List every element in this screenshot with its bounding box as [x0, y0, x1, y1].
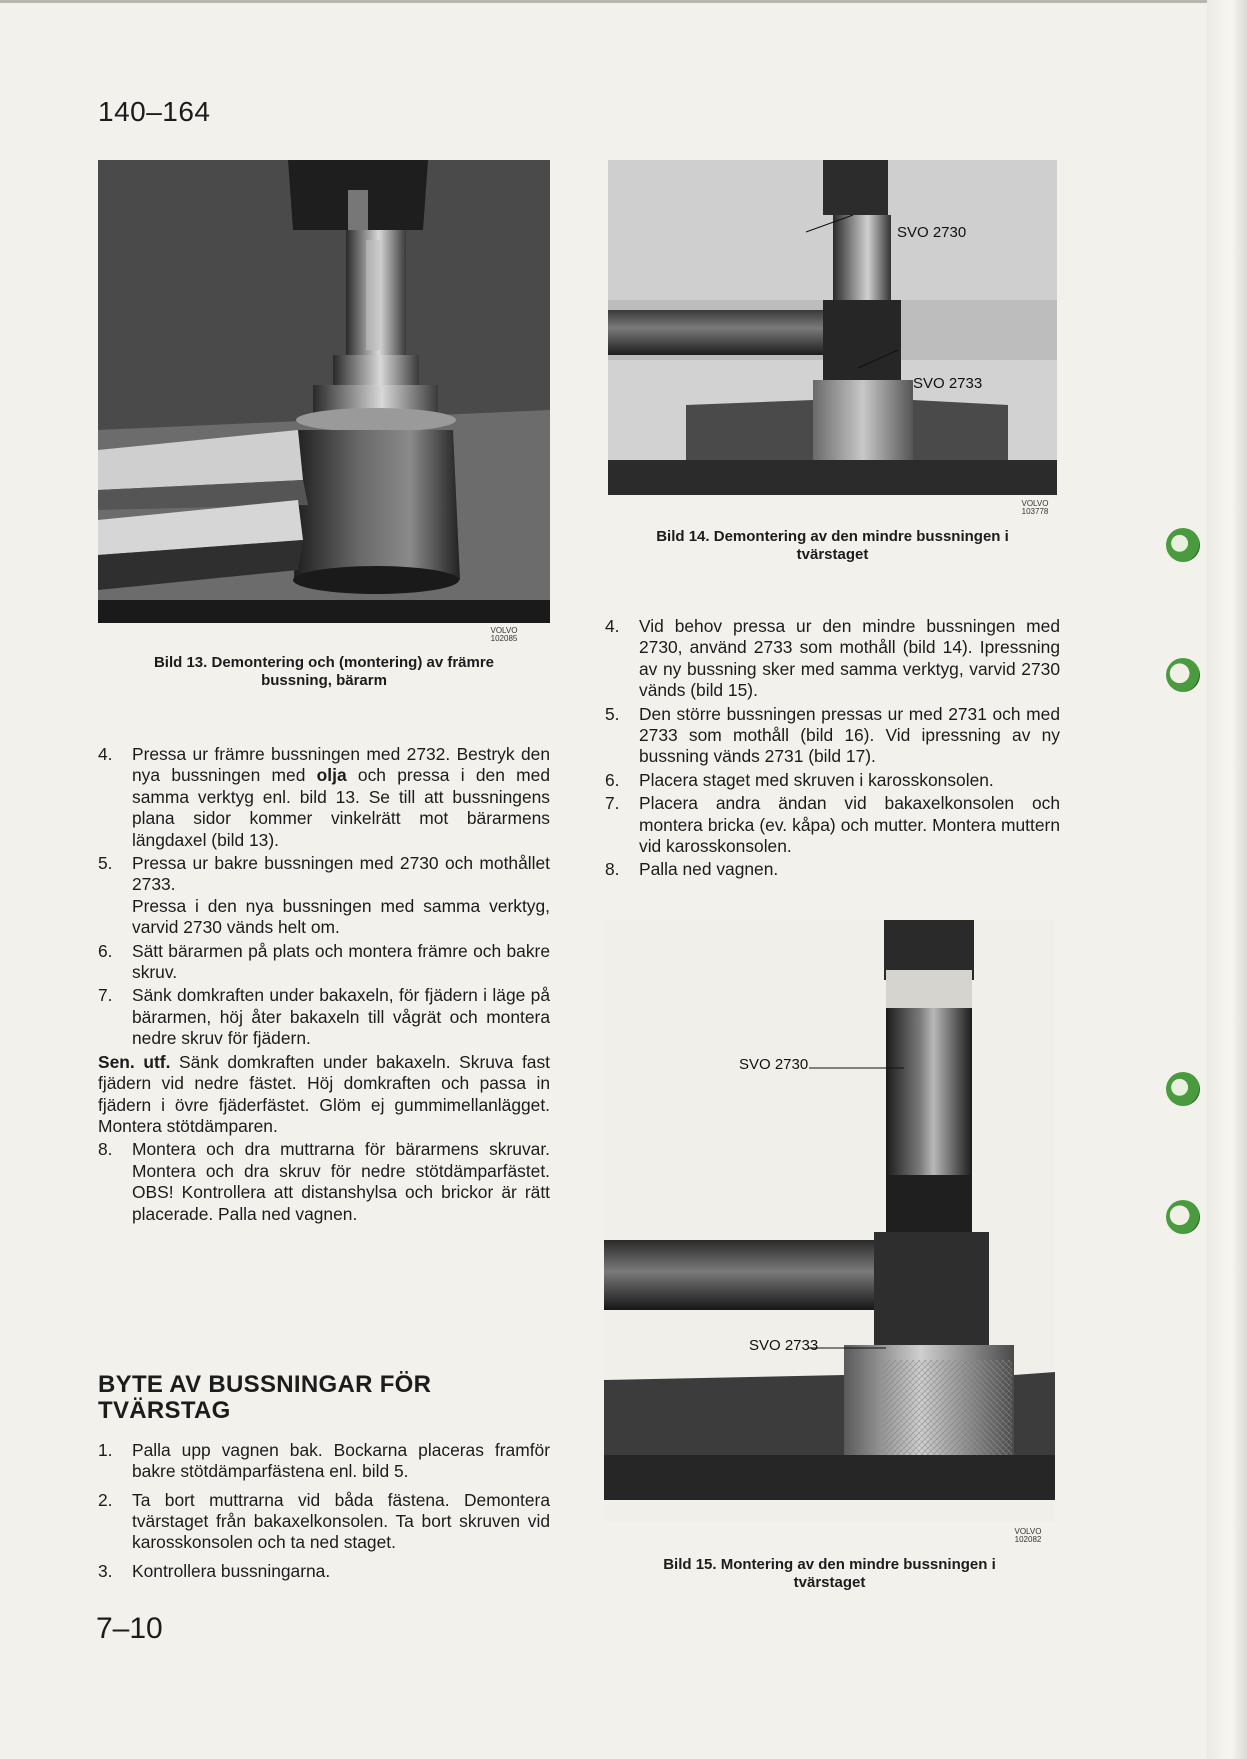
binder-tab-icon	[1166, 1200, 1200, 1234]
binder-tab-icon	[1166, 1072, 1200, 1106]
item-number: 7.	[605, 793, 620, 814]
page-top-edge	[0, 0, 1247, 3]
list-item	[605, 704, 1060, 768]
label-svo-2733: SVO 2733	[913, 375, 983, 392]
item-text: Palla ned vagnen.	[639, 859, 779, 880]
section-heading-line: BYTE AV BUSSNINGAR FÖR	[98, 1371, 432, 1398]
item-text: Ta bort muttrarna vid båda fästena. Demontera tvärstaget från bakaxelkonsolen. Ta bort skruven vid karosskonsolen och ta ned staget.	[132, 1490, 550, 1552]
caption-line: Bild 15. Montering av den mindre bussningen i	[663, 1556, 996, 1573]
volvo-label: VOLVO	[1014, 1527, 1042, 1536]
item-number: 8.	[98, 1139, 113, 1160]
volvo-tag-bild-15	[1008, 1528, 1048, 1544]
list-item	[605, 616, 1060, 702]
label-svo-2733: SVO 2733	[749, 1337, 819, 1354]
left-column-text	[98, 744, 550, 1227]
item-text: och pressa i den med samma verktyg enl. bild 13. Se till att bussningens plana sidor kommer vinkelrätt mot bärarmens längdaxel (bild 13).	[132, 765, 550, 850]
list-item	[98, 941, 550, 984]
item-number: 4.	[605, 616, 620, 636]
right-column-text	[605, 616, 1060, 883]
binder-tab-icon	[1166, 658, 1200, 692]
item-number: 1.	[98, 1440, 113, 1460]
caption-bild-14	[608, 528, 1057, 564]
item-text: Pressa i den nya bussningen med samma verktyg, varvid 2730 vänds helt om.	[132, 895, 550, 938]
item-text: Montera och dra muttrarna för bärarmens skruvar. Montera och dra skruv för nedre stötdämparfästet. OBS! Kontrollera att distanshylsa och brickor är rätt placerade. Palla ned vagnen.	[132, 1139, 550, 1224]
page-header: 140–164	[98, 96, 211, 127]
list-item	[98, 985, 550, 1049]
label-svo-2730: SVO 2730	[897, 224, 967, 241]
item-bold-text: olja	[316, 765, 347, 786]
list-item	[98, 1561, 550, 1582]
item-number: 8.	[605, 859, 620, 880]
caption-bild-15	[604, 1556, 1055, 1592]
section-heading-line: TVÄRSTAG	[98, 1397, 231, 1424]
item-text: Sätt bärarmen på plats och montera främre och bakre skruv.	[132, 940, 550, 983]
volvo-tag-bild-14	[1015, 500, 1055, 516]
item-number: 3.	[98, 1561, 113, 1581]
item-text: Den större bussningen pressas ur med 2731 och med 2733 som mothåll (bild 16). Vid ipressning av ny bussning vänds 2731 (bild 17).	[639, 703, 1060, 767]
list-item	[98, 1490, 550, 1553]
item-text: Placera andra ändan vid bakaxelkonsolen och montera bricka (ev. kåpa) och mutter. Montera muttern vid karosskonsolen.	[639, 793, 1060, 857]
list-item	[605, 793, 1060, 857]
volvo-number: 103778	[1021, 507, 1049, 516]
photo-bild-15	[604, 920, 1055, 1522]
section-heading	[98, 1372, 431, 1424]
caption-line: tvärstaget	[796, 546, 869, 563]
note-paragraph	[98, 1052, 550, 1138]
page-side-edge	[1207, 0, 1247, 1759]
list-item	[98, 744, 550, 851]
volvo-number: 102085	[490, 634, 518, 643]
note-text: Sänk domkraften under bakaxeln. Skruva fast fjädern vid nedre fästet. Höj domkraften och passa in fjädern i övre fjäderfästet. Glöm ej gummimellanlägget. Montera stötdämparen.	[98, 1051, 550, 1136]
item-number: 6.	[605, 769, 620, 790]
item-number: 7.	[98, 985, 113, 1006]
volvo-label: VOLVO	[490, 626, 518, 635]
list-item	[98, 1139, 550, 1225]
volvo-number: 102082	[1014, 1535, 1042, 1544]
caption-bild-13	[98, 654, 550, 690]
item-number: 6.	[98, 940, 113, 961]
item-number: 5.	[98, 853, 113, 874]
item-text: Pressa ur främre bussningen med 2732. Bestryk den nya bussningen med	[132, 744, 550, 786]
caption-line: bussning, bärarm	[261, 672, 387, 689]
caption-line: tvärstaget	[793, 1574, 866, 1591]
list-item	[98, 1440, 550, 1482]
list-item	[605, 770, 1060, 791]
section-steps	[98, 1440, 550, 1584]
photo-bild-13	[98, 160, 550, 623]
item-number: 4.	[98, 744, 113, 764]
volvo-tag-bild-13	[484, 627, 524, 643]
list-item	[605, 859, 1060, 880]
item-text: Vid behov pressa ur den mindre bussningen med 2730, använd 2733 som mothåll (bild 14). Ipressning av ny bussning sker med samma verktyg, varvid 2730 vänds (bild 15).	[639, 616, 1060, 701]
caption-line: Bild 13. Demontering och (montering) av främre	[153, 654, 495, 671]
list-item	[98, 853, 550, 939]
page-footer: 7–10	[96, 1612, 163, 1645]
item-text: Sänk domkraften under bakaxeln, för fjädern i läge på bärarmen, höj åter bakaxeln till vågrät och montera nedre skruv för fjädern.	[132, 985, 550, 1049]
item-number: 2.	[98, 1490, 113, 1510]
item-number: 5.	[605, 703, 620, 724]
caption-line: Bild 14. Demontering av den mindre bussningen i	[656, 528, 1009, 545]
note-label: Sen. utf.	[98, 1051, 171, 1072]
item-text: Placera staget med skruven i karosskonsolen.	[639, 769, 994, 790]
binder-tab-icon	[1166, 528, 1200, 562]
volvo-label: VOLVO	[1021, 499, 1049, 508]
item-text: Pressa ur bakre bussningen med 2730 och mothållet 2733.	[132, 853, 550, 895]
label-svo-2730: SVO 2730	[739, 1056, 809, 1073]
item-text: Palla upp vagnen bak. Bockarna placeras framför bakre stötdämparfästena enl. bild 5.	[132, 1440, 550, 1481]
photo-bild-14	[608, 160, 1057, 495]
item-text: Kontrollera bussningarna.	[132, 1561, 331, 1581]
